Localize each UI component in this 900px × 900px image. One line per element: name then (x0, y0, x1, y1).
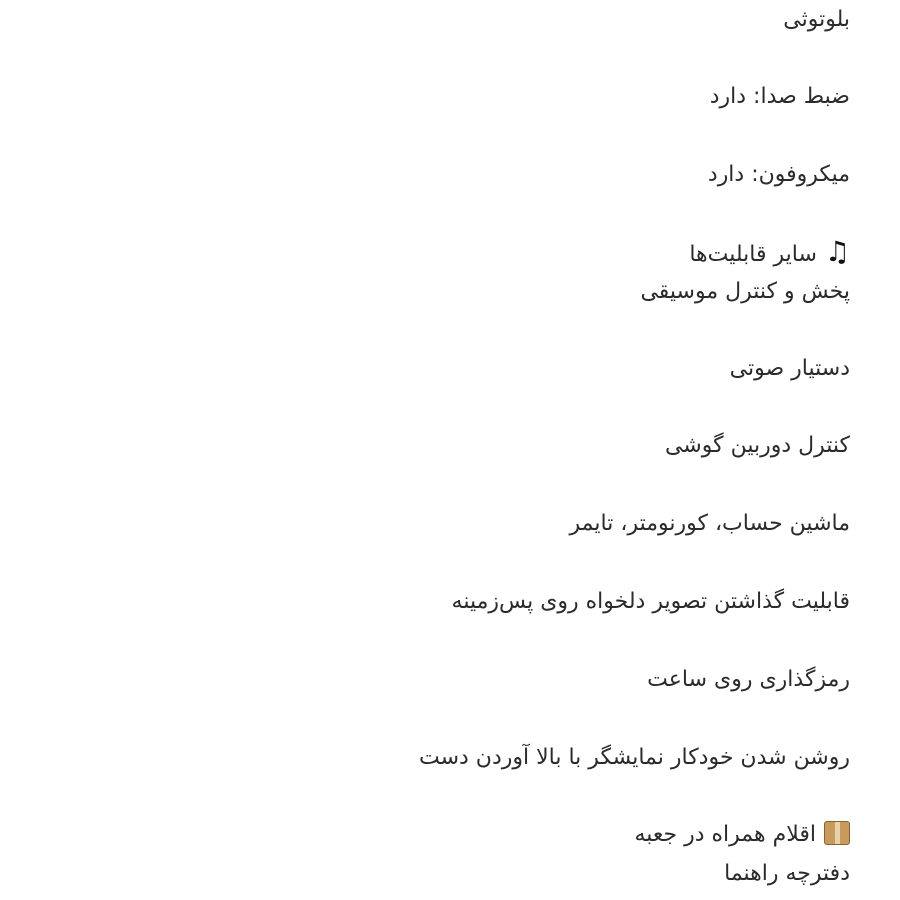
in-box-user-manual: دفترچه راهنما (724, 861, 850, 886)
package-box-icon (824, 821, 850, 845)
feature-voice-assistant: دستیار صوتی (729, 356, 850, 381)
heading-text: سایر قابلیت‌ها (689, 242, 817, 267)
feature-calc-stopwatch-timer: ماشین حساب، کورنومتر، تایمر (569, 511, 850, 536)
feature-watch-password: رمزگذاری روی ساعت (647, 667, 850, 692)
section-heading-in-box (634, 819, 850, 851)
feature-music-control: پخش و کنترل موسیقی (640, 279, 850, 304)
section-heading-other-features (689, 236, 850, 271)
feature-custom-wallpaper: قابلیت گذاشتن تصویر دلخواه روی پس‌زمینه (451, 589, 850, 614)
music-note-icon: ♫ (824, 235, 850, 268)
spec-voice-record: ضبط صدا: دارد (709, 84, 850, 109)
spec-microphone: میکروفون: دارد (707, 162, 850, 187)
feature-camera-control: کنترل دوربین گوشی (664, 433, 850, 458)
spec-bluetooth: بلوتوثی (783, 7, 850, 32)
feature-raise-to-wake: روشن شدن خودکار نمایشگر با بالا آوردن دست (418, 745, 850, 770)
heading-text: اقلام همراه در جعبه (634, 822, 816, 847)
